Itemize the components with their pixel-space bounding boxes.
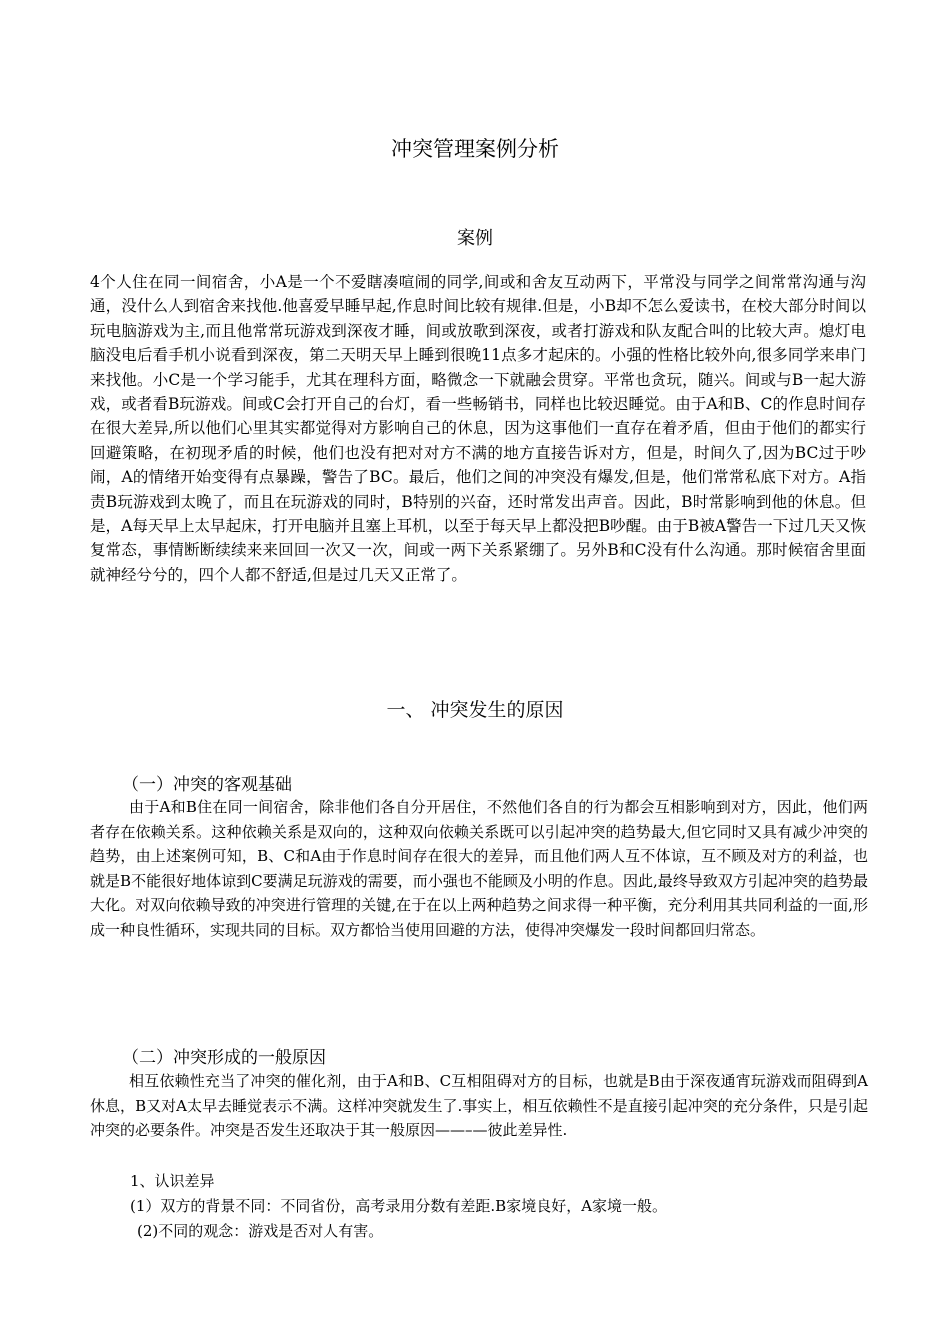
list-item: (1）双方的背景不同：不同省份，高考录用分数有差距.B家境良好，A家境一般。 [130, 1197, 668, 1215]
subsection-heading-general-causes: （二）冲突形成的一般原因 [122, 1048, 326, 1068]
subsection-heading-objective-basis: （一）冲突的客观基础 [122, 775, 292, 795]
case-body [90, 270, 866, 587]
subsection-body-objective-basis [90, 795, 868, 942]
paragraph: 相互依赖性充当了冲突的催化剂，由于A和B、C互相阻碍对方的目标，也就是B由于深夜通宵玩游戏而阻碍到A休息，B又对A太早去睡觉表示不满。这样冲突就发生了.事实上，相互依赖性不是直接引起冲突的充分条件，只是引起冲突的必要条件。冲突是否发生还取决于其一般原因——–—彼此差异性. [90, 1072, 868, 1139]
section-heading-causes: 一、 冲突发生的原因 [386, 699, 564, 721]
list-heading: 1、认识差异 [130, 1172, 215, 1190]
case-heading: 案例 [457, 228, 493, 249]
paragraph: 由于A和B住在同一间宿舍，除非他们各自分开居住，不然他们各自的行为都会互相影响到对方，因此，他们两者存在依赖关系。这种依赖关系是双向的，这种双向依赖关系既可以引起冲突的趋势最大,但它同时又具有减少冲突的趋势，由上述案例可知，B、C和A由于作息时间存在很大的差异，而且他们两人互不体谅，互不顾及对方的利益，也就是B不能很好地体谅到C要满足玩游戏的需要，而小强也不能顾及小明的作息。因此,最终导致双方引起冲突的趋势最大化。对双向依赖导致的冲突进行管理的关键,在于在以上两种趋势之间求得一种平衡，充分利用其共同利益的一面,形成一种良性循环，实现共同的目标。双方都恰当使用回避的方法，使得冲突爆发一段时间都回归常态。 [90, 798, 868, 939]
list-item: (2)不同的观念：游戏是否对人有害。 [137, 1222, 384, 1240]
subsection-body-general-causes [90, 1069, 868, 1143]
case-paragraph: 4个人住在同一间宿舍，小A是一个不爱瞎凑喧闹的同学,间或和舍友互动两下，平常没与同学之间常常沟通与沟通，没什么人到宿舍来找他.他喜爱早睡早起,作息时间比较有规律.但是，小B却不怎么爱读书，在校大部分时间以玩电脑游戏为主,而且他常常玩游戏到深夜才睡，间或放歌到深夜，或者打游戏和队友配合叫的比较大声。熄灯电脑没电后看手机小说看到深夜，第二天明天早上睡到很晚11点多才起床的。小强的性格比较外向,很多同学来串门来找他。小C是一个学习能手，尤其在理科方面，略微念一下就融会贯穿。平常也贪玩，随兴。间或与B一起大游戏，或者看B玩游戏。间或C会打开自己的台灯，看一些畅销书，同样也比较迟睡觉。由于A和B、C的作息时间存在很大差异,所以他们心里其实都觉得对方影响自己的休息，因为这事他们一直存在着矛盾，但由于他们的都实行回避策略，在初现矛盾的时候，他们也没有把对对方不满的地方直接告诉对方，但是，时间久了,因为BC过于吵闹，A的情绪开始变得有点暴躁，警告了BC。最后，他们之间的冲突没有爆发,但是，他们常常私底下对方。A指责B玩游戏到太晚了，而且在玩游戏的同时，B特别的兴奋，还时常发出声音。因此，B时常影响到他的休息。但是，A每天早上太早起床，打开电脑并且塞上耳机，以至于每天早上都没把B吵醒。由于B被A警告一下过几天又恢复常态，事情断断续续来来回回一次又一次，间或一两下关系紧绷了。另外B和C没有什么沟通。那时候宿舍里面就神经兮兮的，四个人都不舒适,但是过几天又正常了。 [90, 273, 866, 584]
document-title: 冲突管理案例分析 [391, 137, 559, 161]
